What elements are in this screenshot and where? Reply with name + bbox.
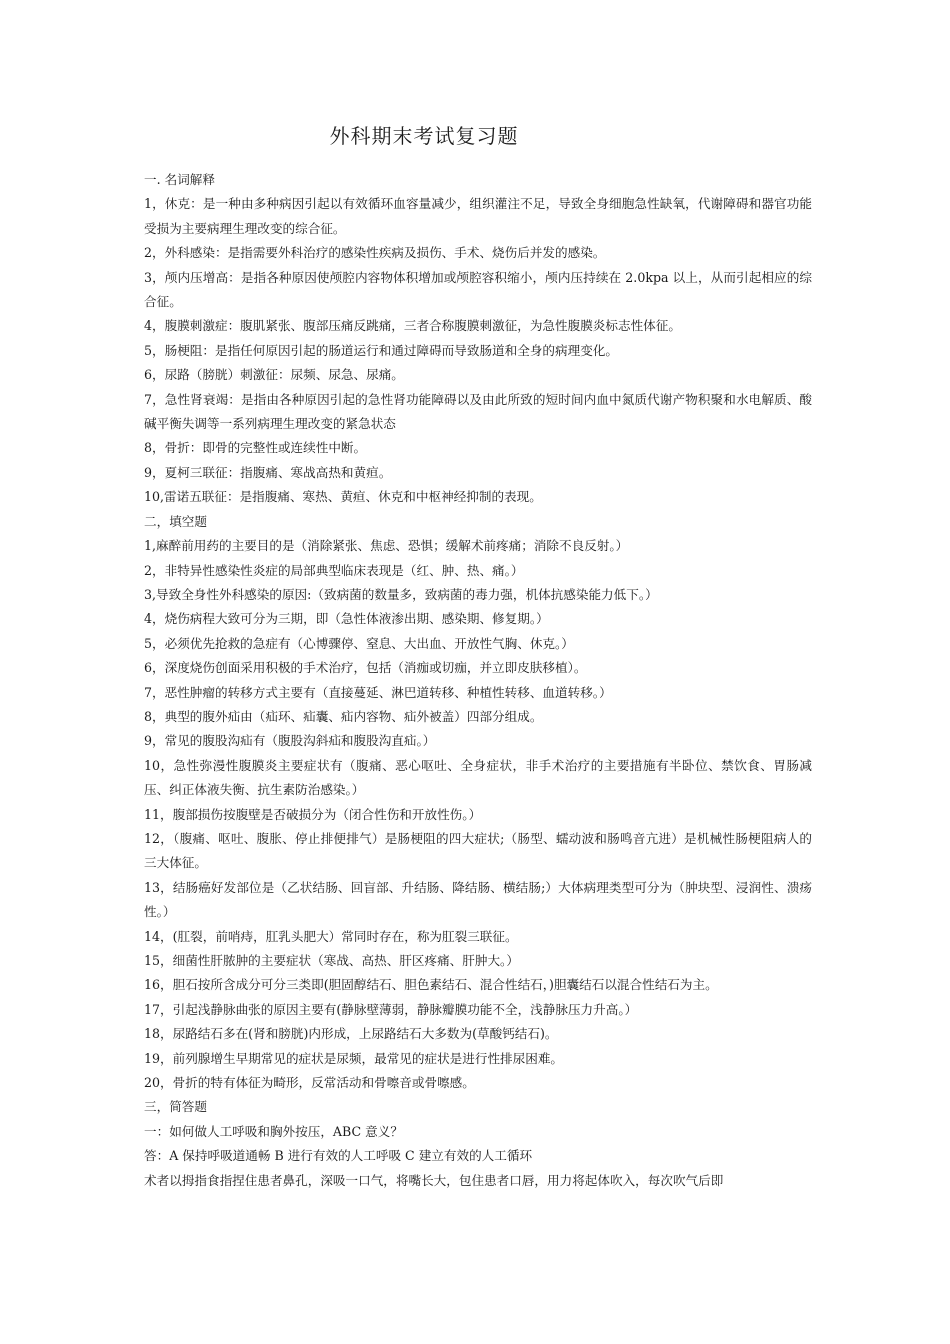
paragraph: 13，结肠癌好发部位是（乙状结肠、回盲部、升结肠、降结肠、横结肠;）大体病理类型可分为（肿块型、浸润性、溃疡性。） <box>144 879 812 920</box>
paragraph: 10,雷诺五联征：是指腹痛、寒热、黄疸、休克和中枢神经抑制的表现。 <box>144 489 542 505</box>
paragraph: 一：如何做人工呼吸和胸外按压，ABC 意义？ <box>144 1123 403 1139</box>
paragraph: 15，细菌性肝脓肿的主要症状（寒战、高热、肝区疼痛、肝肿大。） <box>144 953 519 968</box>
paragraph: 7，急性肾衰竭：是指由各种原因引起的急性肾功能障碍以及由此所致的短时间内血中氮质代谢产物积聚和水电解质、酸碱平衡失调等一系列病理生理改变的紧急状态 <box>144 391 812 432</box>
paragraph: 4，腹膜刺激症：腹肌紧张、腹部压痛反跳痛，三者合称腹膜刺激征，为急性腹膜炎标志性体征。 <box>144 318 681 334</box>
paragraph: 3,导致全身性外科感染的原因:（致病菌的数量多，致病菌的毒力强，机体抗感染能力低下。） <box>144 586 658 602</box>
paragraph: 20，骨折的特有体征为畸形，反常活动和骨嚓音或骨嚓感。 <box>144 1075 475 1091</box>
paragraph: 3，颅内压增高：是指各种原因使颅腔内容物体积增加或颅腔容积缩小，颅内压持续在 2.0kpa 以上，从而引起相应的综合征。 <box>144 269 812 310</box>
paragraph: 6，尿路（膀胱）刺激征：尿频、尿急、尿痛。 <box>144 367 404 383</box>
paragraph: 14，(肛裂，前哨痔，肛乳头肥大）常同时存在，称为肛裂三联征。 <box>144 928 518 944</box>
paragraph: 11，腹部损伤按腹壁是否破损分为（闭合性伤和开放性伤。） <box>144 806 482 822</box>
paragraph: 16，胆石按所含成分可分三类即(胆固醇结石、胆色素结石、混合性结石，)胆囊结石以混合性结石为主。 <box>144 977 718 993</box>
paragraph: 7，恶性肿瘤的转移方式主要有（直接蔓延、淋巴道转移、种植性转移、血道转移。） <box>144 684 612 700</box>
paragraph: 12，（腹痛、呕吐、腹胀、停止排便排气）是肠梗阻的四大症状;（肠型、蠕动波和肠鸣音亢进）是机械性肠梗阻病人的三大体征。 <box>144 830 812 871</box>
paragraph: 2，外科感染：是指需要外科治疗的感染性疾病及损伤、手术、烧伤后并发的感染。 <box>144 245 606 261</box>
paragraph: 2，非特异性感染性炎症的局部典型临床表现是（红、肿、热、痛。） <box>144 562 524 578</box>
paragraph: 5，肠梗阻：是指任何原因引起的肠道运行和通过障碍而导致肠道和全身的病理变化。 <box>144 342 618 358</box>
section-heading: 一. 名词解释 <box>144 172 215 187</box>
section-heading: 二，填空题 <box>144 513 207 529</box>
paragraph: 术者以拇指食指捏住患者鼻孔，深吸一口气，将嘴长大，包住患者口唇，用力将起体吹入，每次吹气后即 <box>144 1172 724 1188</box>
paragraph: 9，常见的腹股沟疝有（腹股沟斜疝和腹股沟直疝。） <box>144 733 436 749</box>
paragraph: 4，烧伤病程大致可分为三期，即（急性体液渗出期、感染期、修复期。） <box>144 611 549 627</box>
document-body <box>144 168 812 1193</box>
paragraph: 5，必须优先抢救的急症有（心博骤停、窒息、大出血、开放性气胸、休克。） <box>144 635 574 651</box>
paragraph: 19，前列腺增生早期常见的症状是尿频，最常见的症状是进行性排尿困难。 <box>144 1050 564 1066</box>
paragraph: 10，急性弥漫性腹膜炎主要症状有（腹痛、恶心呕吐、全身症状，非手术治疗的主要措施有半卧位、禁饮食、胃肠减压、纠正体液失衡、抗生素防治感染。） <box>144 757 812 798</box>
section-heading: 三，简答题 <box>144 1099 207 1115</box>
paragraph: 9，夏柯三联征：指腹痛、寒战高热和黄疸。 <box>144 464 392 480</box>
paragraph: 8，典型的腹外疝由（疝环、疝囊、疝内容物、疝外被盖）四部分组成。 <box>144 708 543 724</box>
paragraph: 答：A 保持呼吸道通畅 B 进行有效的人工呼吸 C 建立有效的人工循环 <box>144 1148 533 1164</box>
document-title: 外科期末考试复习题 <box>329 124 519 148</box>
paragraph: 6，深度烧伤创面采用积极的手术治疗，包括（消痂或切痂，并立即皮肤移植）。 <box>144 660 587 676</box>
paragraph: 8，骨折：即骨的完整性或连续性中断。 <box>144 440 367 456</box>
paragraph: 17，引起浅静脉曲张的原因主要有(静脉壁薄弱，静脉瓣膜功能不全，浅静脉压力升高。） <box>144 1001 638 1017</box>
paragraph: 1，休克：是一种由多种病因引起以有效循环血容量减少，组织灌注不足，导致全身细胞急性缺氧，代谢障碍和器官功能受损为主要病理生理改变的综合征。 <box>144 196 812 236</box>
paragraph: 18，尿路结石多在(肾和膀胱)内形成，上尿路结石大多数为(草酸钙结石)。 <box>144 1026 558 1042</box>
paragraph: 1,麻醉前用药的主要目的是（消除紧张、焦虑、恐惧；缓解术前疼痛；消除不良反射。） <box>144 538 629 554</box>
